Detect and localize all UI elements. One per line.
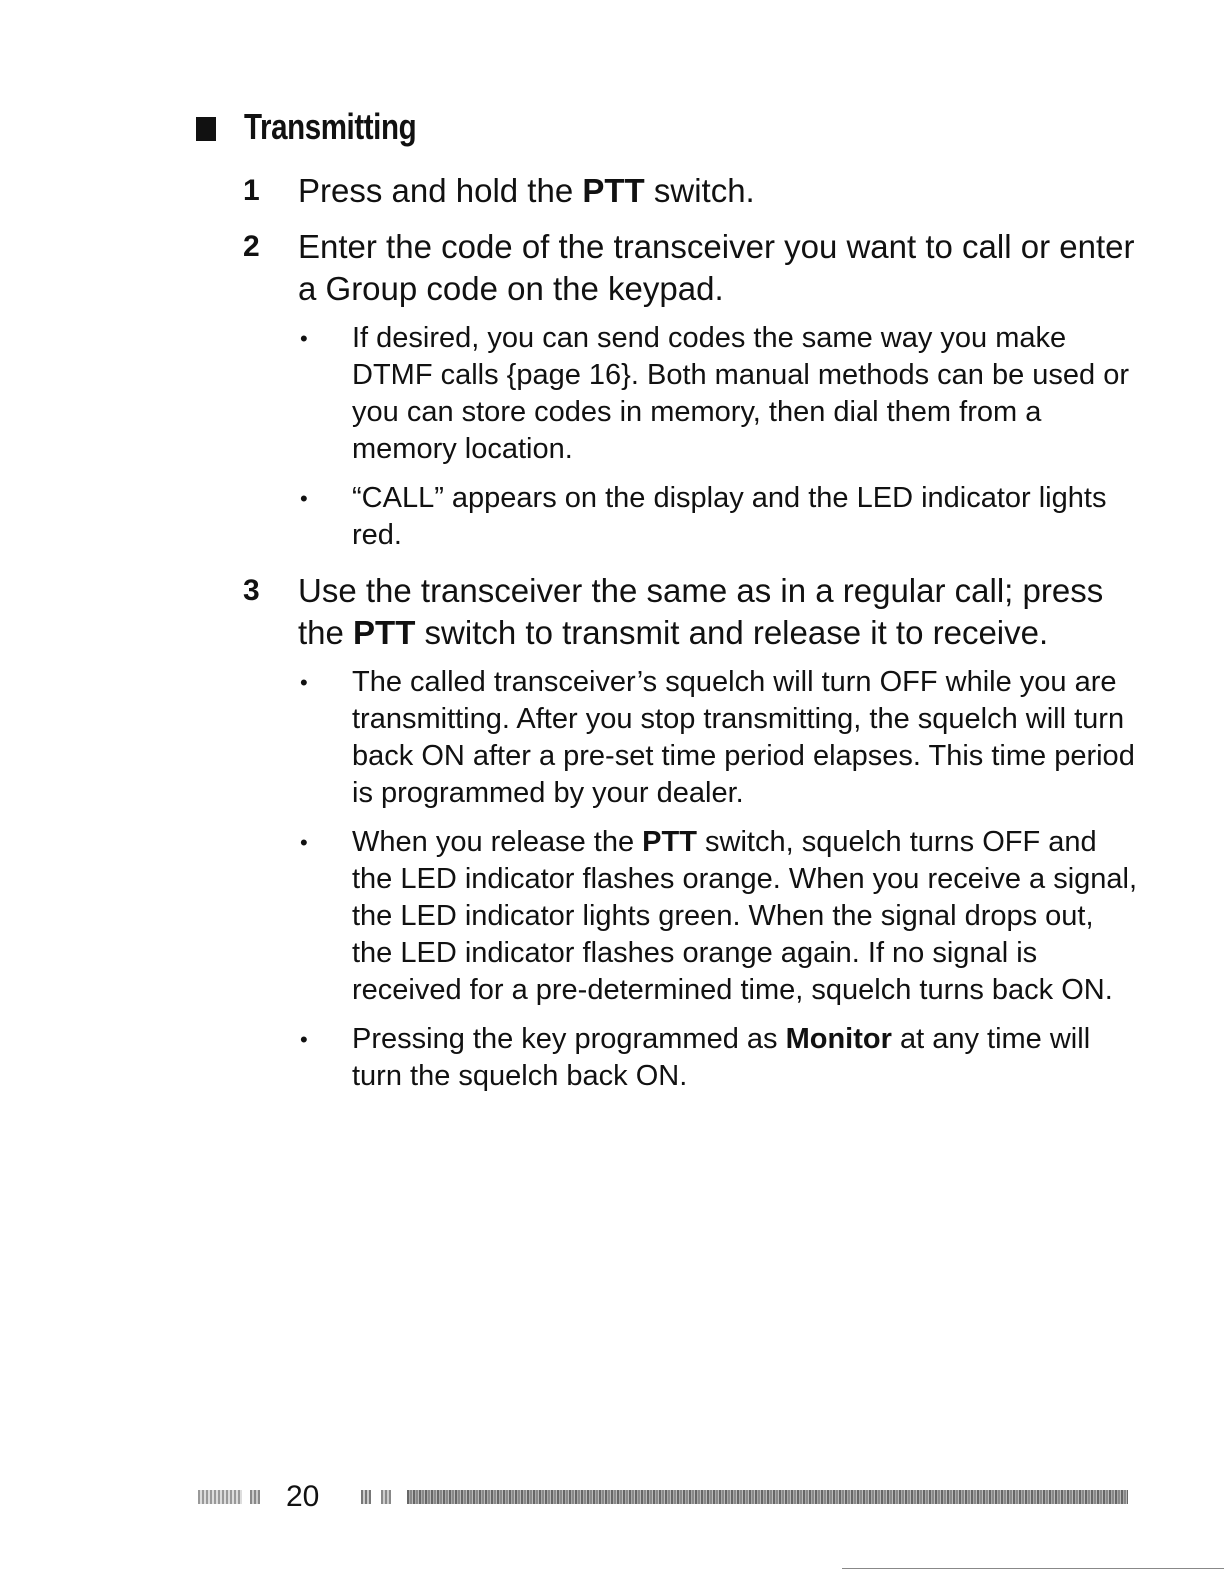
bullet-text: If desired, you can send codes the same way you make DTMF calls {page 16}. Both manual methods can be used or you can store codes in memory, then dial them from a memory location. — [352, 322, 1129, 465]
bullet-dot-icon: • — [300, 486, 308, 511]
bullet-text: “CALL” appears on the display and the LED indicator lights red. — [352, 482, 1107, 551]
footer-decoration — [381, 1490, 391, 1504]
footer-bar — [407, 1490, 1128, 1504]
bullet-text-part: Pressing the key programmed as — [352, 1023, 786, 1055]
bullet-dot-icon: • — [300, 670, 308, 695]
page-footer — [198, 1472, 1128, 1522]
footer-decoration — [250, 1490, 260, 1504]
monitor-key-label: Monitor — [785, 1023, 892, 1055]
step-text: Enter the code of the transceiver you want to call or enter a Group code on the keypad. — [298, 228, 1135, 307]
heading-square-bullet — [196, 117, 216, 141]
page-number: 20 — [286, 1480, 320, 1513]
step-text-part: switch. — [644, 172, 755, 209]
list-item — [298, 480, 1140, 554]
footer-decoration — [361, 1490, 371, 1504]
step-body — [298, 570, 1140, 1107]
bottom-divider — [842, 1568, 1224, 1569]
step-body — [298, 170, 1140, 212]
list-item — [298, 824, 1140, 1009]
bullet-list — [298, 320, 1140, 554]
step-body — [298, 226, 1140, 566]
step-number: 3 — [243, 574, 260, 607]
bullet-dot-icon: • — [300, 1027, 308, 1052]
list-item — [298, 320, 1140, 468]
ptt-key-label: PTT — [353, 614, 416, 651]
list-item — [298, 1021, 1140, 1095]
step-text-part: switch to transmit and release it to receive. — [415, 614, 1049, 651]
step-number: 2 — [243, 230, 260, 263]
bullet-text-part: at any time will turn the squelch back ON. — [352, 1023, 1091, 1092]
bullet-dot-icon: • — [300, 326, 308, 351]
step-3 — [240, 570, 1140, 1107]
step-text-part: Press and hold the — [298, 172, 583, 209]
footer-decoration — [198, 1490, 242, 1504]
bullet-list — [298, 664, 1140, 1095]
ptt-key-label: PTT — [582, 172, 645, 209]
bullet-text — [352, 824, 1140, 1009]
step-2 — [240, 226, 1140, 566]
bullet-text: The called transceiver’s squelch will turn OFF while you are transmitting. After you stop transmitting, the squelch will turn back ON after a pre-set time period elapses. This time period is programmed by your dealer. — [352, 666, 1135, 809]
heading-title: Transmitting — [244, 106, 417, 147]
bullet-text-part: switch, squelch turns OFF and the LED indicator flashes orange. When you receive a signal, the LED indicator lights green. When the signal drops out, the LED indicator flashes orange again. If no signal is received for a pre-determined time, squelch turns back ON. — [352, 826, 1138, 1006]
step-1 — [240, 170, 1140, 212]
bullet-dot-icon: • — [300, 830, 308, 855]
bullet-text-part: When you release the — [352, 826, 643, 858]
step-text — [298, 570, 1140, 654]
step-number: 1 — [243, 174, 260, 207]
section-heading — [196, 106, 454, 148]
bullet-text — [352, 1021, 1140, 1095]
list-item — [298, 664, 1140, 812]
step-text — [298, 170, 1140, 212]
step-text-part: Use the transceiver the same as in a regular call; press the — [298, 572, 1104, 651]
steps-list — [240, 170, 1140, 1107]
ptt-key-label: PTT — [642, 826, 697, 858]
